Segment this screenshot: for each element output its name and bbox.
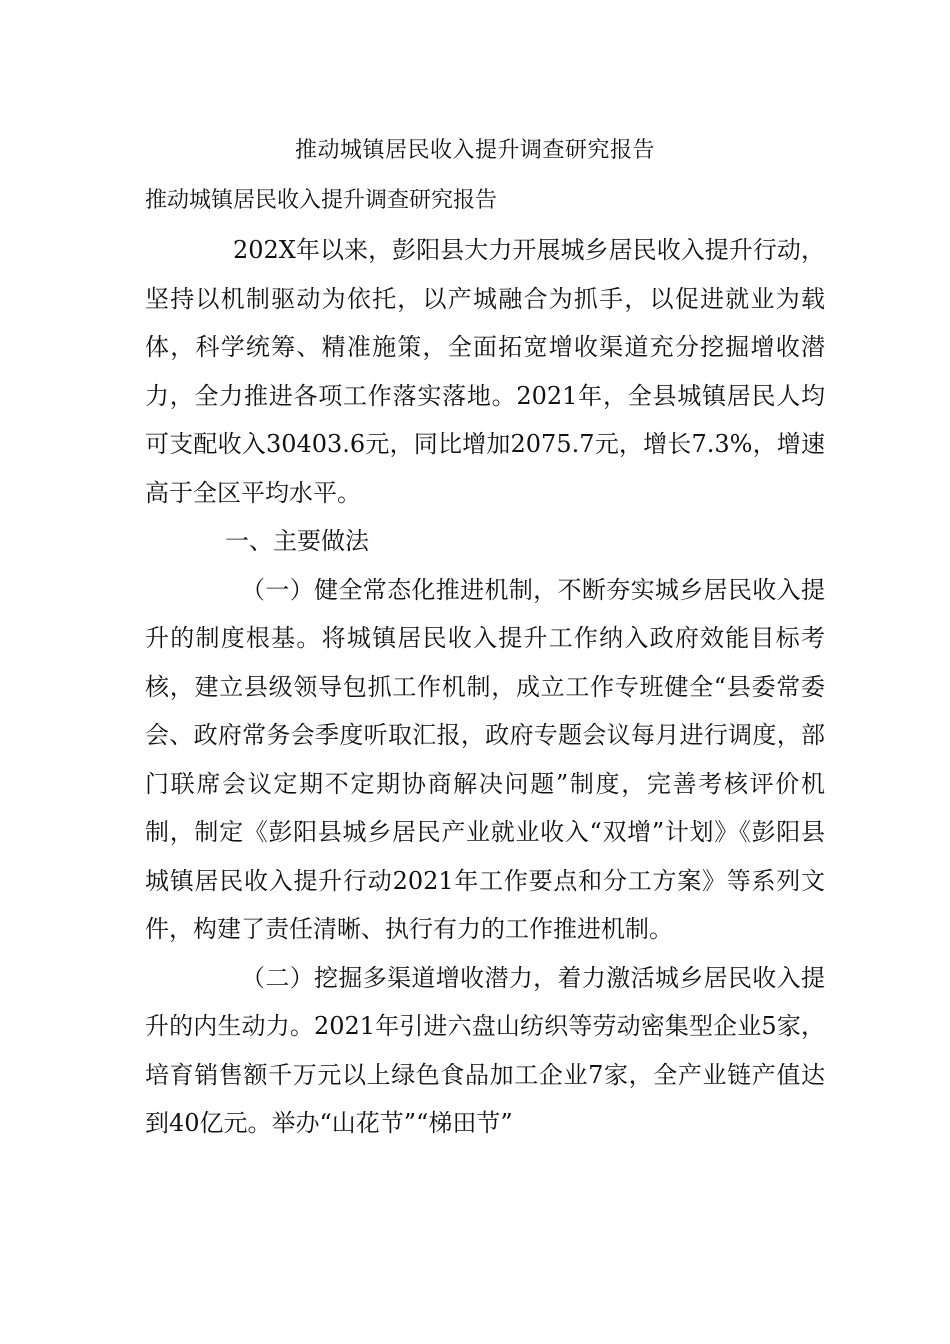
document-body xyxy=(145,226,825,1148)
document-subtitle: 推动城镇居民收入提升调查研究报告 xyxy=(145,188,498,213)
paragraph-intro: 202X年以来，彭阳县大力开展城乡居民收入提升行动，坚持以机制驱动为依托，以产城融合为抓手，以促进就业为载体，科学统筹、精准施策，全面拓宽增收渠道充分挖掘增收潜力，全力推进各项工作落实落地。2021年，全县城镇居民人均可支配收入30403.6元，同比增加2075.7元，增长7.3%，增速高于全区平均水平。 xyxy=(145,236,825,507)
section-heading-main-practices: 一、主要做法 xyxy=(225,527,369,555)
paragraph-income-channels: （二）挖掘多渠道增收潜力，着力激活城乡居民收入提升的内生动力。2021年引进六盘山纺织等劳动密集型企业5家，培育销售额千万元以上绿色食品加工企业7家，全产业链产值达到40亿元。举办“山花节”“梯田节” xyxy=(145,963,825,1137)
page-title: 推动城镇居民收入提升调查研究报告 xyxy=(294,138,655,163)
paragraph-mechanism: （一）健全常态化推进机制，不断夯实城乡居民收入提升的制度根基。将城镇居民收入提升工作纳入政府效能目标考核，建立县级领导包抓工作机制，成立工作专班健全“县委常委会、政府常务会季度听取汇报，政府专题会议每月进行调度，部门联席会议定期不定期协商解决问题”制度，完善考核评价机制，制定《彭阳县城乡居民产业就业收入“双增”计划》《彭阳县城镇居民收入提升行动2021年工作要点和分工方案》等系列文件，构建了责任清晰、执行有力的工作推进机制。 xyxy=(145,575,825,943)
